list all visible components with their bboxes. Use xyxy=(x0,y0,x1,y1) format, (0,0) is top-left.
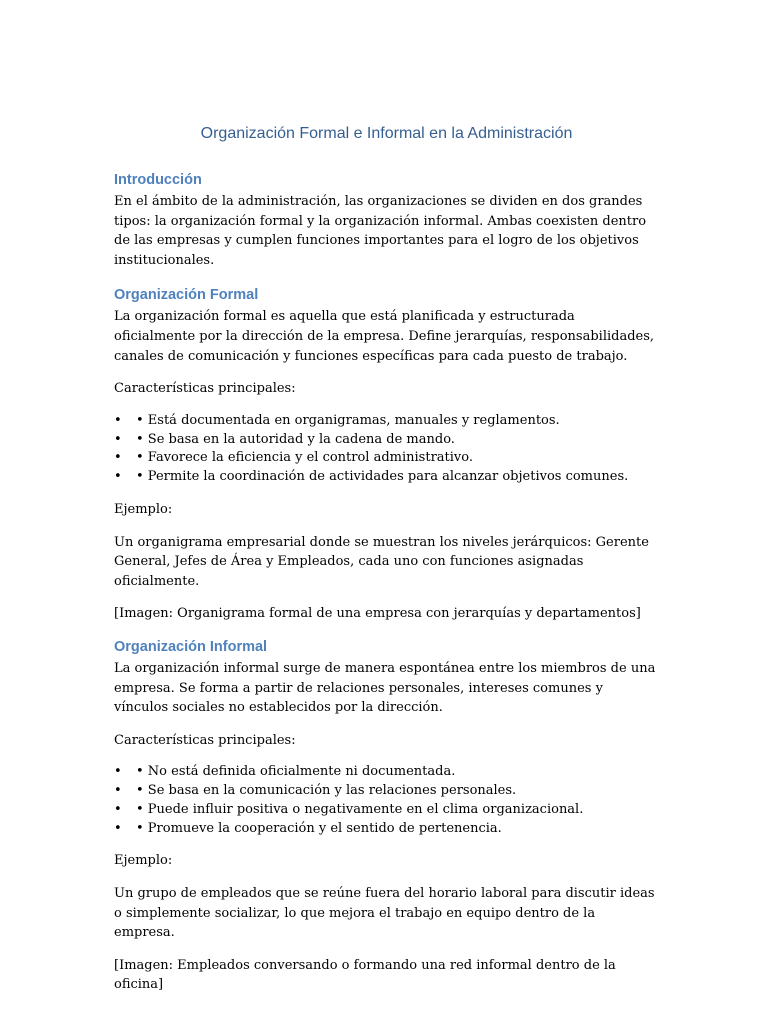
list-item-text: • Promueve la cooperación y el sentido de pertenencia. xyxy=(136,820,502,836)
formal-example-label: Ejemplo: xyxy=(114,501,173,517)
intro-paragraph: En el ámbito de la administración, las organizaciones se dividen en dos grandes tipos: la organización formal y la organización informal. Ambas coexisten dentro de las empresas y cumplen funciones importantes para el logro de los objetivos institucionales. xyxy=(114,194,647,268)
list-item xyxy=(114,468,659,487)
bullet-icon: • xyxy=(114,764,122,780)
document-page xyxy=(114,122,659,1008)
informal-heading: Organización Informal xyxy=(114,638,268,655)
list-item xyxy=(114,782,659,801)
informal-paragraph: La organización informal surge de manera espontánea entre los miembros de una empresa. Se forma a partir de relaciones personales, intereses comunes y vínculos sociales no establecidos por la dirección. xyxy=(114,660,656,716)
list-item-text: • Permite la coordinación de actividades para alcanzar objetivos comunes. xyxy=(136,469,629,485)
list-item-text: • No está definida oficialmente ni documentada. xyxy=(136,764,456,780)
formal-bullet-list xyxy=(114,412,659,487)
bullet-icon: • xyxy=(114,469,122,485)
list-item-text: • Está documentada en organigramas, manuales y reglamentos. xyxy=(136,412,560,428)
formal-heading: Organización Formal xyxy=(114,287,259,304)
document-title: Organización Formal e Informal en la Administración xyxy=(200,125,573,142)
formal-image-note: [Imagen: Organigrama formal de una empresa con jerarquías y departamentos] xyxy=(114,606,641,622)
list-item xyxy=(114,412,659,431)
informal-image-note: [Imagen: Empleados conversando o formando una red informal dentro de la oficina] xyxy=(114,957,616,993)
bullet-icon: • xyxy=(114,783,122,799)
informal-characteristics-label: Características principales: xyxy=(114,732,296,748)
intro-heading: Introducción xyxy=(114,172,202,188)
list-item-text: • Se basa en la comunicación y las relaciones personales. xyxy=(136,783,517,799)
list-item xyxy=(114,431,659,450)
list-item-text: • Favorece la eficiencia y el control administrativo. xyxy=(136,450,474,466)
list-item-text: • Puede influir positiva o negativamente en el clima organizacional. xyxy=(136,801,584,817)
bullet-icon: • xyxy=(114,450,122,466)
informal-bullet-list xyxy=(114,763,659,838)
formal-characteristics-label: Características principales: xyxy=(114,381,296,397)
bullet-icon: • xyxy=(114,820,122,836)
list-item xyxy=(114,763,659,782)
informal-example-text: Un grupo de empleados que se reúne fuera del horario laboral para discutir ideas o simplemente socializar, lo que mejora el trabajo en equipo dentro de la empresa. xyxy=(114,886,655,941)
bullet-icon: • xyxy=(114,431,122,447)
formal-example-text: Un organigrama empresarial donde se muestran los niveles jerárquicos: Gerente General, Jefes de Área y Empleados, cada uno con funciones asignadas oficialmente. xyxy=(114,534,649,589)
list-item-text: • Se basa en la autoridad y la cadena de mando. xyxy=(136,431,455,447)
list-item xyxy=(114,820,659,839)
informal-example-label: Ejemplo: xyxy=(114,853,173,869)
bullet-icon: • xyxy=(114,412,122,428)
list-item xyxy=(114,449,659,468)
list-item xyxy=(114,801,659,820)
intro-section xyxy=(114,170,659,270)
bullet-icon: • xyxy=(114,801,122,817)
formal-section xyxy=(114,285,659,624)
informal-section xyxy=(114,637,659,995)
formal-paragraph: La organización formal es aquella que está planificada y estructurada oficialmente por la dirección de la empresa. Define jerarquías, responsabilidades, canales de comunicación y funciones específicas para cada puesto de trabajo. xyxy=(114,309,655,364)
